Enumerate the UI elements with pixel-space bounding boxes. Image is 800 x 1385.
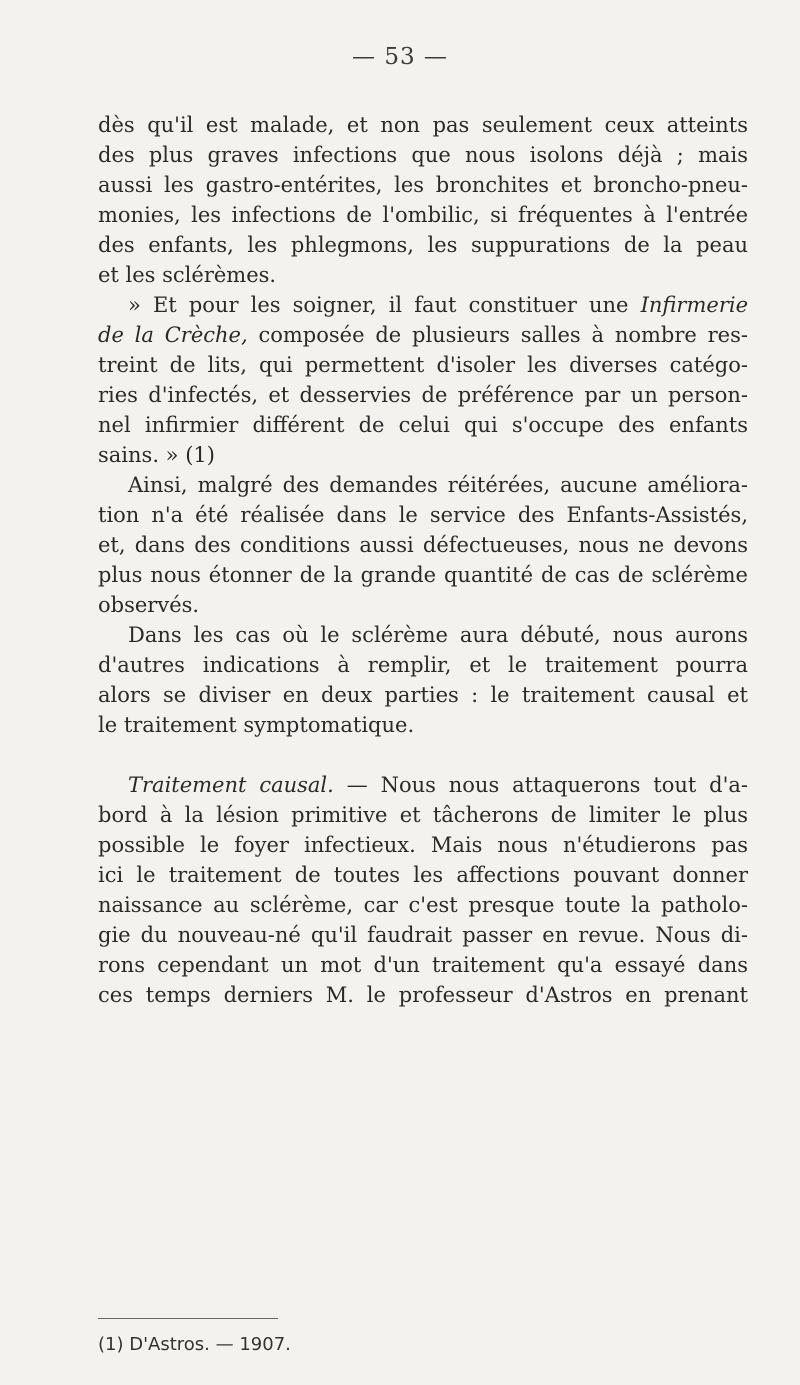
- text-line: Dans les cas où le sclérème aura débuté, nous aurons: [128, 623, 748, 647]
- quote-line: sains. » (1): [98, 443, 215, 467]
- text-line: d'autres indications à remplir, et le traitement pourra: [98, 653, 748, 677]
- text-line: tion n'a été réalisée dans le service des Enfants-Assistés,: [98, 503, 748, 527]
- text-line: monies, les infections de l'ombilic, si fréquentes à l'entrée: [98, 203, 748, 227]
- text-line: aussi les gastro-entérites, les bronchites et broncho-pneu-: [98, 173, 748, 197]
- text-line: naissance au sclérème, car c'est presque toute la patholo-: [98, 893, 748, 917]
- text-line: plus nous étonner de la grande quantité de cas de sclérème: [98, 563, 748, 587]
- page-number: — 53 —: [352, 44, 448, 70]
- section-heading: Traitement causal.: [128, 773, 334, 797]
- quote-line: treint de lits, qui permettent d'isoler les diverses catégo-: [98, 353, 748, 377]
- text-line: gie du nouveau-né qu'il faudrait passer en revue. Nous di-: [98, 923, 748, 947]
- text-line: dès qu'il est malade, et non pas seulement ceux atteints: [98, 113, 748, 137]
- text-line: le traitement symptomatique.: [98, 713, 415, 737]
- body-text: [98, 110, 748, 1010]
- text-line: des plus graves infections que nous isolons déjà ; mais: [98, 143, 748, 167]
- quote-line: de la Crèche, composée de plusieurs salles à nombre res-: [98, 323, 748, 347]
- text-line: bord à la lésion primitive et tâcherons de limiter le plus: [98, 803, 748, 827]
- text-line: observés.: [98, 593, 200, 617]
- text-line: rons cependant un mot d'un traitement qu'a essayé dans: [98, 953, 748, 977]
- section-heading-line: Traitement causal. — Nous nous attaquerons tout d'a-: [128, 773, 749, 797]
- text-line: des enfants, les phlegmons, les suppurations de la peau: [98, 233, 748, 257]
- text-line: ces temps derniers M. le professeur d'Astros en prenant: [98, 983, 748, 1007]
- quote-line: ries d'infectés, et desservies de préférence par un person-: [98, 383, 748, 407]
- footnote-divider: [98, 1318, 278, 1319]
- footnote: (1) D'Astros. — 1907.: [98, 1334, 291, 1355]
- text-line: Ainsi, malgré des demandes réitérées, aucune améliora-: [128, 473, 748, 497]
- quote-line: » Et pour les soigner, il faut constituer une Infirmerie: [128, 293, 748, 317]
- text-line: et, dans des conditions aussi défectueuses, nous ne devons: [98, 533, 748, 557]
- text-line: ici le traitement de toutes les affections pouvant donner: [98, 863, 748, 887]
- quote-line: nel infirmier différent de celui qui s'occupe des enfants: [98, 413, 748, 437]
- text-line: alors se diviser en deux parties : le traitement causal et: [98, 683, 748, 707]
- text-line: et les sclérèmes.: [98, 263, 277, 287]
- text-line: possible le foyer infectieux. Mais nous n'étudierons pas: [98, 833, 748, 857]
